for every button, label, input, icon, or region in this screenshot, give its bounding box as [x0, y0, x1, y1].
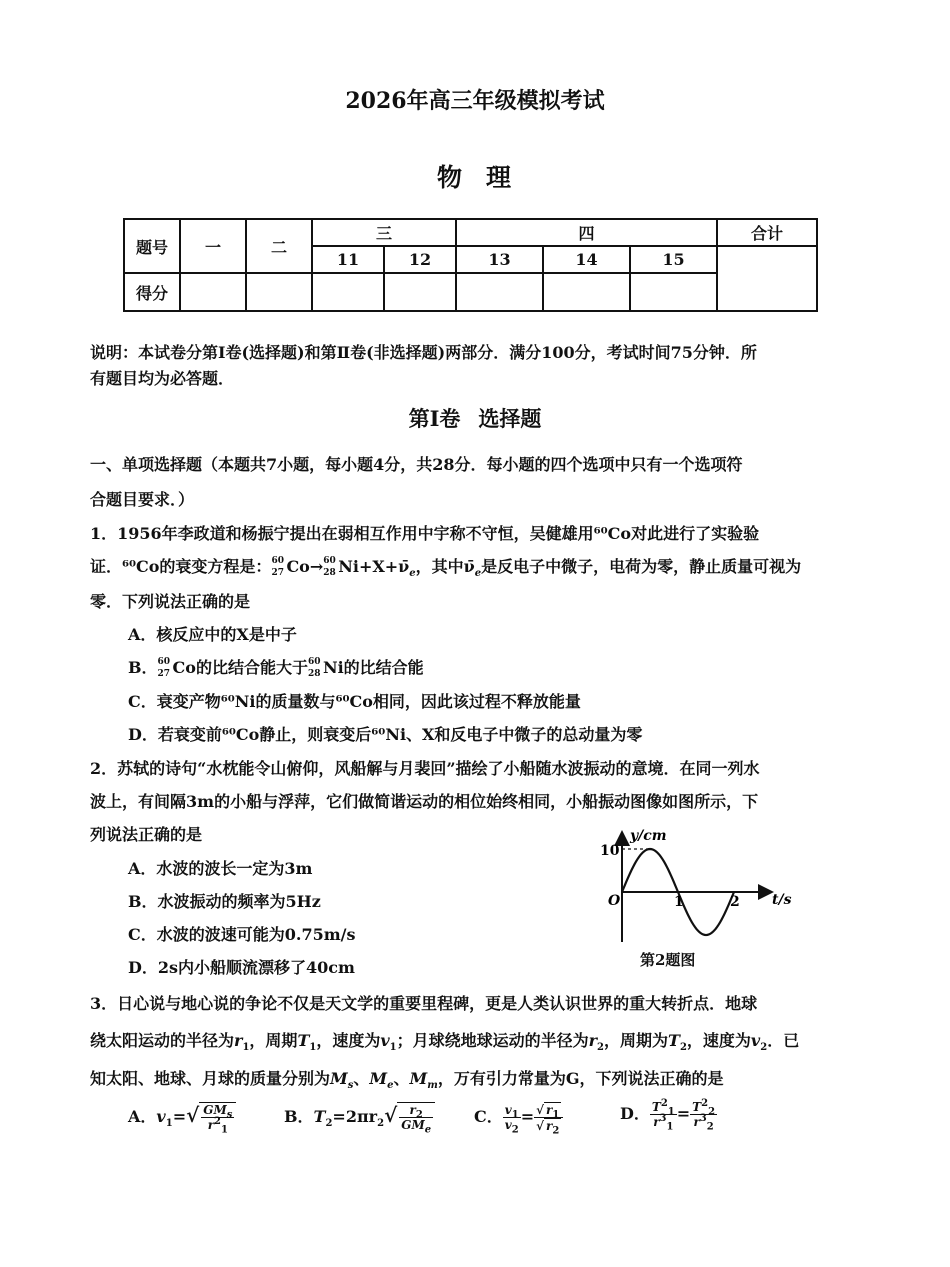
score-cell-part-1[interactable]	[180, 273, 246, 311]
ni-60-nuclide-b	[307, 657, 323, 679]
T1-symbol: T	[297, 1031, 310, 1050]
ni-60-nuclide	[323, 556, 338, 578]
y-tick-10: 10	[600, 843, 620, 859]
q3-line-1: 3．日心说与地心说的争论不仅是天文学的重要里程碑，更是人类认识世界的重大转折点．地球	[90, 994, 758, 1013]
q3-d-T2: T	[692, 1100, 702, 1114]
q3-option-d[interactable]	[620, 1098, 717, 1133]
origin-label: O	[608, 893, 621, 909]
q3-b-lhs: =2πr	[332, 1107, 378, 1126]
q3-b-num-sub: 2	[415, 1109, 423, 1121]
q2-option-d[interactable]: D．2s内小船顺流漂移了40cm	[128, 958, 355, 977]
Mm-symbol: M	[409, 1069, 428, 1088]
subject-char-1: 物	[436, 163, 464, 192]
q3-c-v2: v	[504, 1118, 512, 1132]
score-label: 得分	[124, 273, 180, 311]
q3-b-den: GM	[401, 1118, 425, 1132]
y-axis-label: y/cm	[630, 828, 667, 844]
q3-l3d: ，万有引力常量为G，下列说法正确的是	[437, 1069, 724, 1088]
x-axis-label: t/s	[772, 892, 792, 908]
q3-b-r-sub: 2	[377, 1118, 385, 1130]
graph-caption: 第2题图	[640, 951, 696, 969]
co-b-mass: 60	[157, 657, 171, 667]
ni-mass: 60	[323, 556, 336, 566]
q3-l2b: ，周期	[249, 1031, 298, 1050]
q3-option-a[interactable]: A．$v_1=√$ $\frac{GM_s}{r^2_1}$	[128, 1102, 236, 1132]
r2-sub: 2	[597, 1042, 605, 1054]
q1-line-2-d: ，其中ν̄	[415, 557, 475, 576]
q3-c-r2-sub: 2	[552, 1125, 560, 1137]
q3-l2g: ．已	[767, 1031, 800, 1050]
q3-option-b-label: B．	[284, 1107, 314, 1126]
q3-l3a: 知太阳、地球、月球的质量分别为	[90, 1069, 331, 1088]
question-14-header: 14	[543, 246, 630, 273]
Mm-sub: m	[427, 1080, 438, 1092]
q3-b-den-sub: e	[424, 1124, 432, 1136]
question-number-label: 题号	[124, 219, 180, 273]
co-b-symbol: Co	[172, 658, 196, 677]
q1-option-b-label: B．	[128, 658, 158, 677]
q3-b-frac	[399, 1103, 433, 1136]
part-1-title-b: 选择题	[478, 406, 542, 431]
q3-d-left-frac	[650, 1098, 677, 1133]
q3-d-T1-sub: 1	[667, 1106, 675, 1118]
q3-a-den: r	[207, 1118, 215, 1132]
Me-symbol: M	[369, 1069, 388, 1088]
subject-title	[0, 158, 950, 194]
part-1-header: 一	[180, 219, 246, 273]
v2-sub: 2	[760, 1042, 768, 1054]
q3-option-c[interactable]	[474, 1102, 563, 1137]
exam-title: 2026年高三年级模拟考试	[345, 88, 605, 114]
vibration-graph	[596, 824, 796, 946]
instructions	[90, 340, 865, 392]
score-cell-15[interactable]	[630, 273, 717, 311]
q2-line-1: 2．苏轼的诗句“水枕能令山俯仰，风船解与月裴回”描绘了小船随水波振动的意境．在同一列水	[90, 759, 760, 778]
Ms-sub: s	[347, 1080, 354, 1092]
r1-sub: 1	[242, 1042, 250, 1054]
r1-symbol: r	[234, 1031, 243, 1050]
q3-c-r1: r	[546, 1103, 553, 1117]
q3-d-r2-pow: 3	[699, 1113, 707, 1124]
q3-option-b[interactable]: B．$T_2=2\pi r_2√$ $\frac{r_2}{GM_e}$	[284, 1102, 435, 1132]
v2-symbol: v	[750, 1031, 761, 1050]
co-b-z: 27	[157, 669, 171, 679]
co-60-nuclide-b	[157, 657, 173, 679]
q1-line-2-e: 是反电子中微子，电荷为零，静止质量可视为	[481, 557, 802, 576]
q3-a-den-pow: 2	[214, 1116, 221, 1127]
q1-option-b-mid: 的比结合能大于	[195, 658, 308, 677]
q3-c-eq: =	[520, 1107, 535, 1126]
q1-option-b-end: 的比结合能	[343, 658, 424, 677]
q3-l2e: ，周期为	[604, 1031, 669, 1050]
score-cell-12[interactable]	[384, 273, 456, 311]
q3-a-num-sub: s	[226, 1109, 233, 1121]
q2-option-b[interactable]: B．水波振动的频率为5Hz	[128, 892, 321, 911]
nu-subscript-2: e	[474, 568, 482, 580]
q3-c-right-frac: $\frac{√ r_1}{√ r_2}$	[534, 1102, 563, 1133]
q3-d-r1-sub: 1	[666, 1121, 674, 1133]
q2-option-a[interactable]: A．水波的波长一定为3m	[128, 859, 313, 878]
q3-c-v1: v	[504, 1103, 512, 1117]
v1-symbol: v	[380, 1031, 390, 1050]
section-1-line-2: 合题目要求．）	[90, 490, 195, 509]
total-header: 合计	[717, 219, 817, 246]
ni-symbol: Ni	[338, 557, 359, 576]
co-mass: 60	[271, 556, 284, 566]
q3-a-eq: =	[172, 1107, 187, 1126]
q3-c-r1-sub: 1	[552, 1109, 560, 1121]
co-60-nuclide	[271, 556, 286, 578]
q3-d-T2-pow: 2	[701, 1098, 709, 1109]
part-4-header: 四	[456, 219, 717, 246]
q3-c-v2-sub: 2	[511, 1124, 519, 1136]
question-13-header: 13	[456, 246, 543, 273]
q3-b-sqrt	[397, 1102, 435, 1136]
section-1-line-1: 一、单项选择题（本题共7小题，每小题4分，共28分．每小题的四个选项中只有一个选项符	[90, 455, 743, 474]
total-score-cell[interactable]	[717, 246, 817, 311]
q3-a-v-sub: 1	[165, 1118, 173, 1130]
instructions-line-1: 说明：本试卷分第Ⅰ卷(选择题)和第Ⅱ卷(非选择题)两部分．满分100分，考试时间75分钟．所	[90, 343, 757, 362]
q1-line-2-a: 证．⁶⁰Co的衰变方程是：	[90, 557, 272, 576]
q3-d-r1: r	[653, 1115, 660, 1129]
part-3-header: 三	[312, 219, 456, 246]
Ms-symbol: M	[330, 1069, 348, 1088]
nu-subscript: e	[409, 568, 416, 580]
question-15-header: 15	[630, 246, 717, 273]
q3-a-v: v	[156, 1107, 166, 1126]
q3-a-sqrt	[199, 1102, 236, 1136]
part-2-header: 二	[246, 219, 312, 273]
q3-d-T1: T	[651, 1100, 661, 1114]
q1-line-2	[90, 554, 802, 580]
q3-line-2	[90, 1028, 800, 1054]
x-tick-1: 1	[674, 894, 684, 910]
question-12-header: 12	[384, 246, 456, 273]
score-table	[123, 218, 818, 312]
q1-option-b[interactable]	[128, 655, 424, 678]
q2-line-3: 列说法正确的是	[90, 825, 203, 844]
ni-z: 28	[323, 568, 336, 578]
T2-symbol: T	[668, 1031, 680, 1050]
q3-b-T-sub: 2	[325, 1118, 333, 1130]
q1-line-1: 1．1956年李政道和杨振宁提出在弱相互作用中宇称不守恒，吴健雄用⁶⁰Co对此进行了实验验	[90, 524, 760, 543]
q3-d-T1-pow: 2	[660, 1098, 668, 1109]
Me-sub: e	[387, 1080, 394, 1092]
q3-a-frac	[201, 1103, 234, 1136]
score-cell-11[interactable]	[312, 273, 384, 311]
q1-line-3: 零．下列说法正确的是	[90, 592, 251, 611]
q3-a-num: GM	[203, 1103, 227, 1117]
instructions-line-2: 有题目均为必答题．	[90, 369, 235, 388]
x-tick-2: 2	[730, 894, 740, 910]
q3-b-T: T	[313, 1107, 326, 1126]
subject-char-2: 理	[486, 163, 514, 192]
q1-option-d[interactable]: D．若衰变前⁶⁰Co静止，则衰变后⁶⁰Ni、X和反电子中微子的总动量为零	[128, 725, 643, 744]
q3-d-r2-sub: 2	[706, 1121, 714, 1133]
T2-sub: 2	[679, 1042, 687, 1054]
ni-b-z: 28	[307, 669, 321, 679]
q3-c-r2: r	[546, 1119, 553, 1133]
q3-l3c: 、	[393, 1069, 410, 1088]
q3-d-eq: =	[676, 1104, 691, 1123]
q3-l2f: ，速度为	[686, 1031, 751, 1050]
q3-d-r2: r	[693, 1115, 700, 1129]
q1-option-c[interactable]: C．衰变产物⁶⁰Ni的质量数与⁶⁰Co相同，因此该过程不释放能量	[128, 692, 581, 711]
score-cell-14[interactable]	[543, 273, 630, 311]
q3-a-den-sub: 1	[221, 1124, 228, 1136]
co-symbol: Co	[286, 557, 310, 576]
q3-l2a: 绕太阳运动的半径为	[90, 1031, 235, 1050]
v1-sub: 1	[389, 1042, 397, 1054]
question-11-header: 11	[312, 246, 384, 273]
q1-option-a[interactable]: A．核反应中的X是中子	[128, 625, 297, 644]
ni-b-symbol: Ni	[322, 658, 344, 677]
q3-l3b: 、	[353, 1069, 370, 1088]
score-cell-13[interactable]	[456, 273, 543, 311]
q3-b-num: r	[409, 1103, 416, 1117]
q3-c-left-frac	[503, 1103, 521, 1136]
r2-symbol: r	[588, 1031, 598, 1050]
T1-sub: 1	[309, 1042, 317, 1054]
score-cell-part-2[interactable]	[246, 273, 312, 311]
q3-l2c: ，速度为	[316, 1031, 381, 1050]
q3-d-right-frac	[690, 1098, 717, 1133]
q3-option-a-label: A．	[128, 1107, 157, 1126]
q3-line-3	[90, 1066, 724, 1092]
q2-option-c[interactable]: C．水波的波速可能为0.75m/s	[128, 925, 356, 944]
ni-b-mass: 60	[307, 657, 321, 667]
q1-decay-products: +X+ν̄	[358, 557, 410, 576]
part-1-title	[0, 403, 950, 433]
q3-d-T2-sub: 2	[708, 1106, 716, 1118]
q3-option-d-label: D．	[620, 1104, 650, 1123]
q3-d-r1-pow: 3	[659, 1113, 667, 1124]
q3-c-v1-sub: 1	[511, 1109, 519, 1121]
part-1-title-a: 第Ⅰ卷	[408, 406, 461, 431]
arrow-symbol: →	[309, 557, 324, 576]
co-z: 27	[271, 568, 284, 578]
q3-l2d: ；月球绕地球运动的半径为	[396, 1031, 589, 1050]
q2-line-2: 波上，有间隔3m的小船与浮萍，它们做简谐运动的相位始终相同，小船振动图像如图所示，下	[90, 792, 759, 811]
q3-option-c-label: C．	[474, 1107, 503, 1126]
